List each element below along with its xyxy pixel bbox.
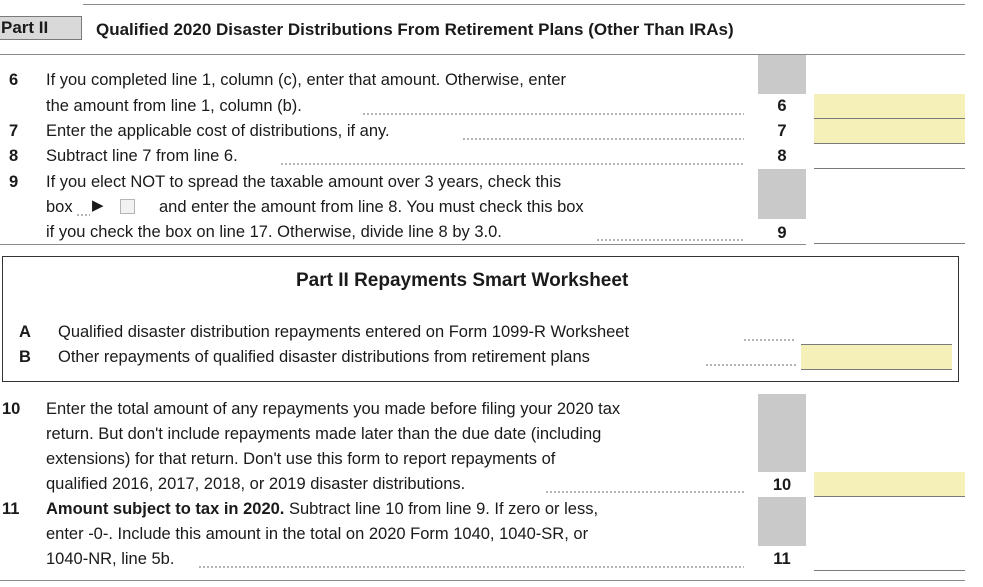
worksheet-row-a-text: Qualified disaster distribution repayments entered on Form 1099-R Worksheet	[58, 323, 630, 341]
part-tab: Part II	[0, 16, 82, 40]
line-11-label: 11	[758, 546, 806, 570]
worksheet-row-b-field[interactable]	[801, 345, 952, 370]
line-7-leader	[462, 138, 744, 140]
line-9-rule	[0, 244, 806, 245]
line-10-leader	[545, 491, 744, 493]
line-9-box-leader	[76, 214, 90, 216]
line-6-text-2: the amount from line 1, column (b).	[46, 97, 302, 115]
line-8-text: Subtract line 7 from line 6.	[46, 147, 238, 165]
worksheet-title: Part II Repayments Smart Worksheet	[296, 270, 629, 291]
line-7-amount-field[interactable]	[814, 119, 965, 144]
line-8-leader	[280, 163, 744, 165]
line-8-label: 8	[758, 144, 806, 169]
bottom-rule	[0, 580, 965, 581]
line-9-number: 9	[9, 173, 19, 191]
worksheet-row-b-letter: B	[19, 348, 31, 366]
line-8-number: 8	[9, 147, 19, 165]
line-11-text-3: 1040-NR, line 5b.	[46, 550, 175, 568]
line-11-number: 11	[2, 500, 20, 518]
line-9-checkbox[interactable]	[120, 199, 135, 214]
line-11-amount-field[interactable]	[814, 546, 965, 571]
line-9-text-3: if you check the box on line 17. Otherwise, divide line 8 by 3.0.	[46, 223, 502, 241]
line-11-bold-lead: Amount subject to tax in 2020.	[46, 500, 285, 518]
header-rule	[0, 54, 965, 55]
line-8-amount-field[interactable]	[814, 144, 965, 169]
worksheet-row-b-text: Other repayments of qualified disaster distributions from retirement plans	[58, 348, 590, 366]
line-9-leader	[596, 239, 744, 241]
line-6-amount-field[interactable]	[814, 94, 965, 119]
line-9-label: 9	[758, 219, 806, 244]
line-9-text-2: and enter the amount from line 8. You must check this box	[159, 198, 584, 216]
line-6-label: 6	[758, 94, 806, 119]
line-10-label: 10	[758, 472, 806, 497]
line-9-text-1: If you elect NOT to spread the taxable amount over 3 years, check this	[46, 173, 562, 191]
worksheet-row-b-leader	[705, 364, 796, 366]
line-10-text-3: extensions) for that return. Don't use this form to report repayments of	[46, 450, 556, 468]
line-10-number: 10	[2, 400, 21, 418]
line-11-leader	[198, 566, 744, 568]
line-10-amount-field[interactable]	[814, 472, 965, 497]
line-11-text-1	[46, 497, 598, 522]
line-10-text-4: qualified 2016, 2017, 2018, or 2019 disaster distributions.	[46, 475, 466, 493]
pointer-arrow-icon: ▶	[92, 197, 104, 214]
line-11-text-2: enter -0-. Include this amount in the total on 2020 Form 1040, 1040-SR, or	[46, 525, 589, 543]
worksheet-row-a-letter: A	[19, 323, 31, 341]
worksheet-row-a-leader	[743, 339, 796, 341]
line-7-number: 7	[9, 122, 19, 140]
line-10-text-1: Enter the total amount of any repayments you made before filing your 2020 tax	[46, 400, 621, 418]
line-9-box-word: box	[46, 198, 73, 216]
line-7-text: Enter the applicable cost of distributions, if any.	[46, 122, 390, 140]
line-9-amount-field[interactable]	[814, 219, 965, 244]
line-11-text-1-rest: Subtract line 10 from line 9. If zero or less,	[284, 500, 599, 518]
line-7-label: 7	[758, 119, 806, 144]
part-title: Qualified 2020 Disaster Distributions From Retirement Plans (Other Than IRAs)	[96, 20, 734, 39]
line-6-leader	[362, 113, 744, 115]
top-rule	[83, 4, 965, 5]
worksheet-row-a-field[interactable]	[801, 320, 952, 345]
line-6-text-1: If you completed line 1, column (c), enter that amount. Otherwise, enter	[46, 71, 566, 89]
line-6-number: 6	[9, 71, 19, 89]
line-10-text-2: return. But don't include repayments made later than the due date (including	[46, 425, 602, 443]
